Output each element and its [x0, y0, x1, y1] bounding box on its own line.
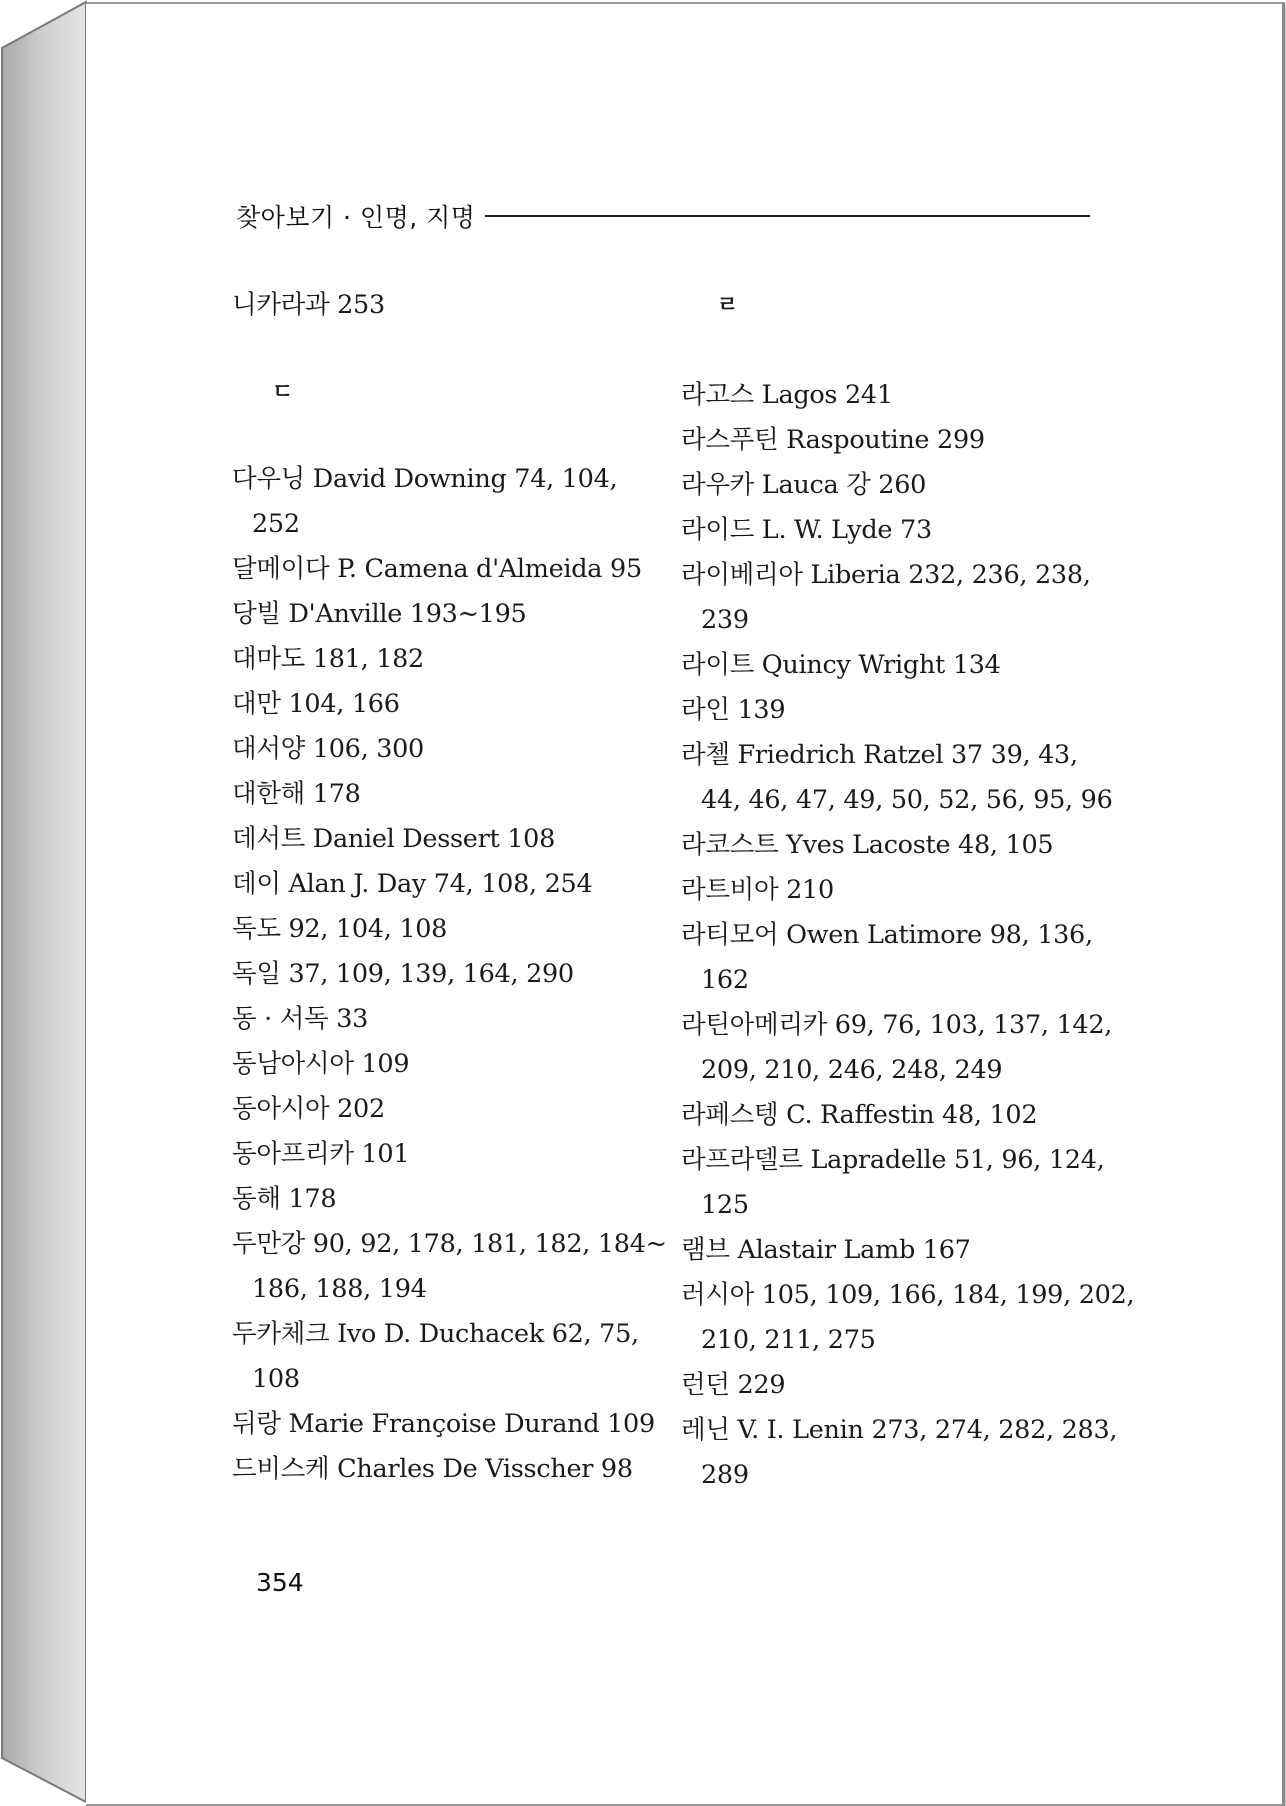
index-entry-continuation: 239 — [701, 605, 749, 635]
index-entry: 라첼 Friedrich Ratzel 37 39, 43, — [681, 740, 1078, 770]
index-entry: 라트비아 210 — [681, 875, 834, 905]
index-entry: 대한해 178 — [232, 779, 361, 809]
index-entry: 동아시아 202 — [232, 1094, 385, 1124]
index-entry: 독도 92, 104, 108 — [232, 914, 448, 944]
index-entry: 달메이다 P. Camena d'Almeida 95 — [232, 554, 642, 584]
index-entry: 드비스케 Charles De Visscher 98 — [232, 1454, 633, 1484]
section-gap — [232, 415, 652, 457]
index-entry-continuation: 125 — [701, 1190, 749, 1220]
running-head-title: 찾아보기 · 인명, 지명 — [236, 203, 476, 232]
index-column-right — [681, 283, 1135, 1498]
index-entry: 라인 139 — [681, 695, 786, 725]
index-entry: 당빌 D'Anville 193~195 — [232, 599, 527, 629]
index-entry: 램브 Alastair Lamb 167 — [681, 1235, 971, 1265]
index-entry-continuation: 210, 211, 275 — [701, 1325, 876, 1355]
section-letter-digeut: ㄷ — [272, 380, 294, 405]
index-entry: 대서양 106, 300 — [232, 734, 424, 764]
section-letter-rieul: ㄹ — [717, 293, 739, 318]
index-entry: 레닌 V. I. Lenin 273, 274, 282, 283, — [681, 1415, 1118, 1445]
index-entry: 니카라과 253 — [232, 290, 385, 320]
page-number: 354 — [256, 1568, 304, 1597]
index-entries-right — [681, 373, 1135, 1498]
book-spine-edge — [0, 0, 90, 1806]
index-entry: 라프라델르 Lapradelle 51, 96, 124, — [681, 1145, 1105, 1175]
index-entry: 다우닝 David Downing 74, 104, — [232, 464, 618, 494]
section-gap — [681, 328, 1101, 373]
index-entry-continuation: 209, 210, 246, 248, 249 — [701, 1055, 1003, 1085]
index-entry: 두만강 90, 92, 178, 181, 182, 184~ — [232, 1229, 667, 1259]
index-entry: 데서트 Daniel Dessert 108 — [232, 824, 555, 854]
index-entry-continuation: 162 — [701, 965, 749, 995]
index-entry: 독일 37, 109, 139, 164, 290 — [232, 959, 574, 989]
running-head-rule — [485, 215, 1090, 217]
index-entry: 대만 104, 166 — [232, 689, 400, 719]
index-entry: 동해 178 — [232, 1184, 337, 1214]
index-entry: 데이 Alan J. Day 74, 108, 254 — [232, 869, 593, 899]
index-column-left — [232, 283, 667, 1492]
index-entry: 두카체크 Ivo D. Duchacek 62, 75, — [232, 1319, 639, 1349]
index-entry: 라페스텡 C. Raffestin 48, 102 — [681, 1100, 1038, 1130]
index-entry: 라코스트 Yves Lacoste 48, 105 — [681, 830, 1054, 860]
index-entry: 라티모어 Owen Latimore 98, 136, — [681, 920, 1093, 950]
index-entry: 라우카 Lauca 강 260 — [681, 470, 927, 500]
index-entry: 대마도 181, 182 — [232, 644, 424, 674]
index-entry-continuation: 186, 188, 194 — [252, 1274, 427, 1304]
index-entry: 런던 229 — [681, 1370, 786, 1400]
section-gap — [232, 328, 652, 370]
index-entry: 라고스 Lagos 241 — [681, 380, 893, 410]
index-entry: 동남아시아 109 — [232, 1049, 410, 1079]
index-entry: 라틴아메리카 69, 76, 103, 137, 142, — [681, 1010, 1113, 1040]
running-head — [236, 196, 1090, 236]
index-entry: 동 · 서독 33 — [232, 1004, 369, 1034]
index-entries-left — [232, 457, 667, 1492]
index-entry: 동아프리카 101 — [232, 1139, 410, 1169]
index-entry: 러시아 105, 109, 166, 184, 199, 202, — [681, 1280, 1135, 1310]
index-entry: 뒤랑 Marie Françoise Durand 109 — [232, 1409, 655, 1439]
index-entry-continuation: 108 — [252, 1364, 300, 1394]
index-entry: 라이트 Quincy Wright 134 — [681, 650, 1001, 680]
index-entry: 라이드 L. W. Lyde 73 — [681, 515, 932, 545]
index-entry-continuation: 289 — [701, 1460, 749, 1490]
index-entry-continuation: 252 — [252, 509, 300, 539]
index-entry-continuation: 44, 46, 47, 49, 50, 52, 56, 95, 96 — [701, 785, 1113, 815]
index-entry: 라스푸틴 Raspoutine 299 — [681, 425, 985, 455]
index-entry: 라이베리아 Liberia 232, 236, 238, — [681, 560, 1091, 590]
